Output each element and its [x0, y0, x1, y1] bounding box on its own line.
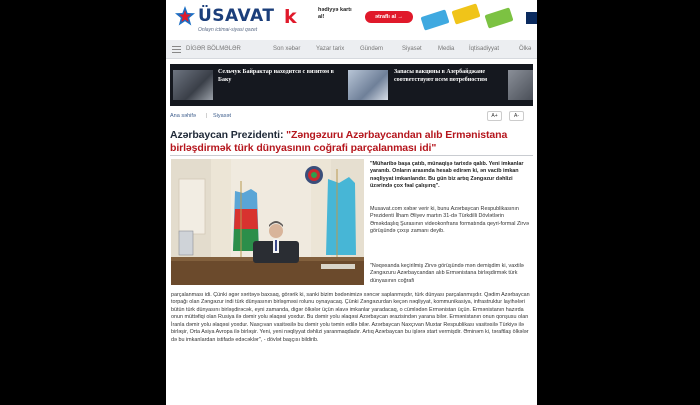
ad-card-green [484, 7, 513, 28]
article-title [170, 129, 530, 154]
banner-headline[interactable]: Сельчук Байрактар находится с визитом в Баку [218, 69, 334, 83]
nav-item-latest-news[interactable]: Son xəbər [273, 46, 301, 52]
site-logo[interactable] [174, 4, 274, 34]
font-zoom-out-button[interactable]: A- [509, 111, 524, 121]
banner-headline[interactable]: Запасы вакцины в Азербайджане соответствуют всем потребностям [394, 69, 488, 83]
nav-item-economy[interactable]: İqtisadiyyat [469, 46, 500, 52]
article-page [166, 0, 537, 405]
article-paragraph: parçalanması idi. Çünki əgər xəritəyə baxsaq, görərik ki, sanki bizim bədənimizə xəncər saplanmışdır, türk dünyası parçalanmışdır. Qədim Azərbaycan torpağı olan Zəngəzur indi türk dünyasının birləşməsi rolunu oynayacaq. Çünki Zəngəzurdan keçən nəqliyyat, kommunikasiya, infrastruktur layihələri bütün türk dünyasını birləşdirəcək, eyni zamanda, digər ölkələr üçün əlavə imkanlar yaradacaq, o cümlədən Ermənistan üçün. Ermənistanın hazırda onun müttəfiqi olan Rusiya ilə dəmir yolu əlaqəsi yoxdur. Bu dəmir yolu əlaqəsi Azərbaycan ərazisindən yarana bilər. Ermənistanın onun qonşusu olan İranla dəmir yolu əlaqəsi yoxdur. Naxçıvan vasitəsilə bu dəmir yolu təmin edilə bilər. Azərbaycan Naxçıvan Muxtar Respublikası vasitəsilə Türkiyə ilə birləşir, Orta Asiya Avropa ilə birləşir. Yeni, yeni nəqliyyat dəhlizi yaranmaqdadır. Artıq Azərbaycan bu işlərə start vermişdir. Əminəm ki, təraftlaş ölkələr də bu imkanlardan istifadə edəcəklər", - dövlət başçısı bildirib. [171, 292, 530, 343]
breadcrumb-home[interactable]: Ana səhifə [170, 113, 196, 119]
breadcrumb-separator: | [206, 113, 208, 119]
nav-item-politics[interactable]: Siyasət [402, 46, 422, 52]
title-divider [170, 155, 533, 156]
logo-text: ÜSAVAT [198, 6, 275, 26]
article-title-quote: "Zəngəzuru Azərbaycandan alıb Ermənistana birləşdirmək türk dünyasının coğrafi parçalanması idi" [170, 129, 508, 154]
banner-thumb[interactable] [348, 70, 388, 100]
nav-item-country[interactable]: Ölkə [519, 46, 532, 52]
article-quote: "Müharibə başa çatıb, münaqişə tarixdə qalıb. Yeni imkanlar yaranıb. Onların arasında hesab edirəm ki, ən vacib imkan nəqliyyat imkanlarıdır. Bu gün biz artıq Zəngəzur dəhlizi üzərində çox fəal çalışırıq". [370, 161, 524, 189]
header-edge-block [526, 12, 537, 24]
ad-cta-button[interactable]: ətraflı al → [365, 11, 413, 23]
article-title-lead: Azərbaycan Prezidenti: [170, 129, 287, 141]
breadcrumb-section[interactable]: Siyasət [213, 113, 232, 119]
nav-item-writer-date[interactable]: Yazar tarix [316, 46, 345, 52]
ad-card-yellow [451, 3, 480, 24]
article-paragraph: Musavat.com xəbər verir ki, bunu Azərbaycan Respublikasının Prezidenti İlham Əliyev martın 31-də Türkdilli Dövlətlərin Əməkdaşlıq Şurasının videokonfrans formatında qeyri-formal Zirvə görüşündə çıxışı zamanı deyib. [370, 206, 529, 234]
ad-card-blue [420, 9, 449, 30]
star-logo-icon [174, 5, 196, 27]
article-photo[interactable] [171, 159, 364, 285]
font-zoom-in-button[interactable]: A+ [487, 111, 502, 121]
menu-icon[interactable] [172, 46, 181, 53]
ad-text[interactable]: hədiyyə kartı al! [318, 7, 352, 20]
article-paragraph: "Nəqəxanda keçirilmiş Zirvə görüşündə mən demişdim ki, vaxtilə Zəngəzuru Azərbaycandan alıb Ermənistana birləşdirmək türk dünyasının coğrafi [370, 263, 524, 284]
nav-item-agenda[interactable]: Gündəm [360, 46, 384, 52]
banner-thumb[interactable] [173, 70, 213, 100]
nav-item-other-sections[interactable]: DİGƏR BÖLMƏLƏR [186, 46, 241, 52]
banner-thumb[interactable] [508, 70, 533, 100]
news-banner [170, 64, 533, 106]
nav-item-media[interactable]: Media [438, 46, 455, 52]
logo-tagline: Onlayn ictimai-siyasi qəzet [198, 27, 258, 33]
ad-k-logo[interactable] [279, 5, 305, 29]
site-header [166, 0, 537, 38]
ad-k-letter: k [284, 6, 297, 28]
main-nav [166, 40, 537, 59]
breadcrumb [170, 111, 533, 123]
